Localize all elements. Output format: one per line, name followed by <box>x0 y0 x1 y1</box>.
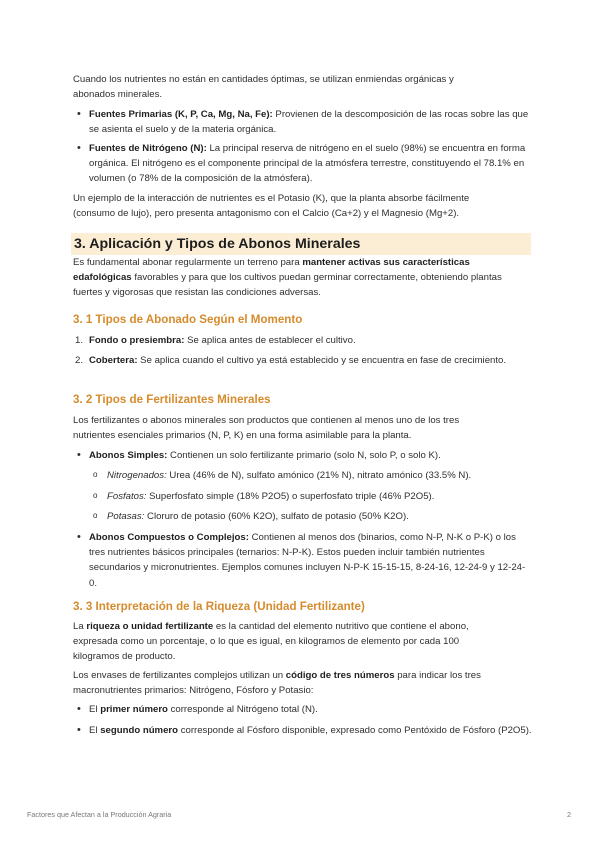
intro-example-paragraph: Un ejemplo de la interacción de nutrientes es el Potasio (K), que la planta absorbe fácilmente (consumo de lujo), pero presenta antagonismo con el Calcio (Ca+2) y el Magnesio (Mg+2). <box>73 193 470 220</box>
section-3-3-heading: 3. 3 Interpretación de la Riqueza (Unidad Fertilizante) <box>73 600 365 613</box>
section-3-heading: 3. Aplicación y Tipos de Abonos Minerales <box>71 233 531 255</box>
list-item: • Abonos Compuestos o Complejos: Contienen al menos dos (binarios, como N-P, N-K o P-K) o los tres nutrientes básicos principales (ternarios: N-P-K). Estos pueden incluir también nutrientes secundarios y micronutrientes. Ejemplos comunes incluyen N-P-K 15-15-15, 8-24-16, 12-24-9 y 12-24-0. <box>73 530 533 591</box>
page-number: 2 <box>567 810 571 819</box>
section-3-3-paragraph-2: Los envases de fertilizantes complejos utilizan un código de tres números para indicar los tres macronutrientes primarios: Nitrógeno, Fósforo y Potasio: <box>73 670 481 697</box>
list-item: • El segundo número corresponde al Fósforo disponible, expresado como Pentóxido de Fósforo (P2O5). <box>73 723 533 738</box>
section-3-1-heading: 3. 1 Tipos de Abonado Según el Momento <box>73 313 303 326</box>
list-item: • El primer número corresponde al Nitrógeno total (N). <box>73 702 533 717</box>
list-item: • Abonos Simples: Contienen un solo fertilizante primario (solo N, solo P, o solo K). <box>73 448 533 463</box>
list-item: • Fuentes Primarias (K, P, Ca, Mg, Na, Fe): Provienen de la descomposición de las rocas sobre las que se asienta el suelo y de la materia orgánica. <box>73 107 533 137</box>
list-item: o Fosfatos: Superfosfato simple (18% P2O5) o superfosfato triple (46% P2O5). <box>73 489 533 504</box>
list-item: o Nitrogenados: Urea (46% de N), sulfato amónico (21% N), nitrato amónico (33.5% N). <box>73 468 533 483</box>
footer-title: Factores que Afectan a la Producción Agraria <box>27 810 172 819</box>
section3-paragraph: Es fundamental abonar regularmente un terreno para mantener activas sus características edafológicas favorables y para que los cultivos puedan germinar correctamente, obteniendo plantas fuertes y vigorosas que resistan las condiciones adversas. <box>73 257 502 299</box>
list-item: 1. Fondo o presiembra: Se aplica antes de establecer el cultivo. <box>75 335 356 346</box>
intro-paragraph: Cuando los nutrientes no están en cantidades óptimas, se utilizan enmiendas orgánicas y abonados minerales. <box>73 74 454 101</box>
list-item: 2. Cobertera: Se aplica cuando el cultivo ya está establecido y se encuentra en fase de crecimiento. <box>75 355 507 366</box>
section-3-2-paragraph: Los fertilizantes o abonos minerales son productos que contienen al menos uno de los tres nutrientes esenciales primarios (N, P, K) en una forma asimilable para la planta. <box>73 415 460 442</box>
section-3-3-paragraph: La riqueza o unidad fertilizante es la cantidad del elemento nutritivo que contiene el abono, expresada como un porcentaje, o lo que es igual, en kilogramos de elemento por cada 100 kilogramos de producto. <box>73 621 469 663</box>
list-item: • Fuentes de Nitrógeno (N): La principal reserva de nitrógeno en el suelo (98%) se encuentra en forma orgánica. El nitrógeno es el componente principal de la atmósfera terrestre, constituyendo el 78.1% en volumen (o 78% de la composición de la atmósfera). <box>73 141 533 187</box>
list-item: o Potasas: Cloruro de potasio (60% K2O), sulfato de potasio (50% K2O). <box>73 509 533 524</box>
section-3-2-heading: 3. 2 Tipos de Fertilizantes Minerales <box>73 393 271 406</box>
